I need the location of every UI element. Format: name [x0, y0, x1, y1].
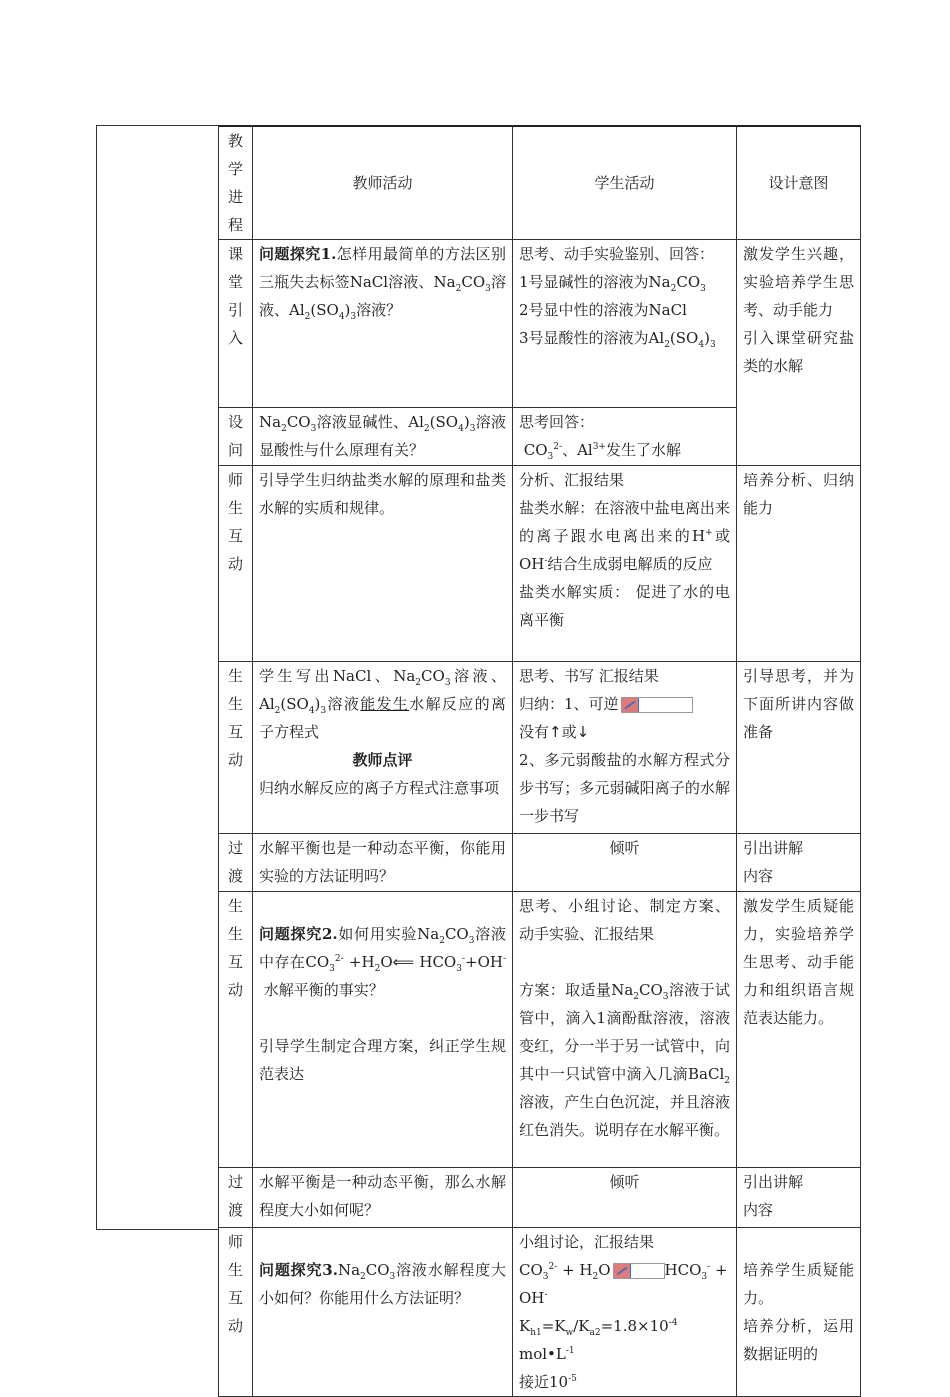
- header-student: 学生活动: [513, 126, 737, 240]
- header-teacher: 教师活动: [253, 126, 513, 240]
- design-cell: 引出讲解 内容: [737, 834, 861, 892]
- student-cell: 倾听: [513, 834, 737, 892]
- stage-cell: 生生互动: [219, 662, 253, 834]
- stage-cell: 设问: [219, 408, 253, 466]
- student-cell: 倾听: [513, 1168, 737, 1228]
- table-row: [219, 892, 861, 1168]
- teacher-cell: 问题探究2.如何用实验$Na_2CO_3$溶液中存在$CO_3^{2-}$ $+H_2O⟸$ $HCO_3^-+OH^-$ 水解平衡的事实？ 引导学生制定合理方案，纠正学生规范表达: [253, 892, 513, 1168]
- equilibrium-arrow-image: [613, 1263, 665, 1279]
- table-row: [219, 834, 861, 892]
- header-row: [219, 126, 861, 240]
- student-cell: 小组讨论，汇报结果 $CO_3^{2-} + H_2O$ $HCO_3^- + OH^-$ $K_{h1}=K_w/K_{a2}=1.8\times 10^{-4}$ $mol•L^{-1}$ 接近$10^{-5}$: [513, 1228, 737, 1397]
- teacher-cell: 水解平衡也是一种动态平衡，你能用实验的方法证明吗？: [253, 834, 513, 892]
- design-cell: 激发学生兴趣，实验培养学生思考、动手能力 引入课堂研究盐类的水解: [737, 240, 861, 466]
- stage-cell: 过渡: [219, 1168, 253, 1228]
- table-row: [219, 466, 861, 662]
- teacher-cell: 问题探究1.怎样用最简单的方法区别三瓶失去标签NaCl溶液、$Na_2CO_3$溶液、$Al_2(SO_4)_3$溶液？: [253, 240, 513, 408]
- design-cell: 培养分析、归纳能力: [737, 466, 861, 662]
- stage-cell: 师生互动: [219, 466, 253, 662]
- student-cell: 思考、书写 汇报结果 归纳：1、可逆 没有↑或↓ 2、多元弱酸盐的水解方程式分步书写；多元弱碱阳离子的水解一步书写: [513, 662, 737, 834]
- student-cell: 思考回答： $CO_3^{2-}$、$Al^{3+}$发生了水解: [513, 408, 737, 466]
- stage-cell: 师生互动: [219, 1228, 253, 1397]
- teacher-cell: 引导学生归纳盐类水解的原理和盐类水解的实质和规律。: [253, 466, 513, 662]
- design-cell: 激发学生质疑能力，实验培养学生思考、动手能力和组织语言规范表达能力。: [737, 892, 861, 1168]
- teacher-cell: 水解平衡是一种动态平衡，那么水解程度大小如何呢？: [253, 1168, 513, 1228]
- stage-cell: 过渡: [219, 834, 253, 892]
- design-cell: 引导思考，并为下面所讲内容做准备: [737, 662, 861, 834]
- teacher-cell: 学生写出NaCl、$Na_2CO_3$溶液、$Al_2(SO_4)_3$溶液能发生水解反应的离子方程式 教师点评 归纳水解反应的离子方程式注意事项: [253, 662, 513, 834]
- header-stage: 教学进程: [219, 126, 253, 240]
- left-margin-column: [96, 125, 218, 1230]
- teacher-text: 怎样用最简单的方法区别三瓶失去标签NaCl溶液、$Na_2CO_3$溶液、$Al_2(SO_4)_3$溶液？: [259, 245, 506, 322]
- teacher-cell: $Na_2CO_3$溶液显碱性、$Al_2(SO_4)_3$溶液显酸性与什么原理有关？: [253, 408, 513, 466]
- lesson-plan-table: [218, 125, 861, 1397]
- design-cell: 培养学生质疑能力。 培养分析，运用数据证明的: [737, 1228, 861, 1397]
- table-row: [219, 1228, 861, 1397]
- stage-cell: 生生互动: [219, 892, 253, 1168]
- table-row: [219, 240, 861, 408]
- header-design: 设计意图: [737, 126, 861, 240]
- design-cell: 引出讲解 内容: [737, 1168, 861, 1228]
- equilibrium-arrow-image: [621, 697, 693, 713]
- student-cell: 分析、汇报结果 盐类水解：在溶液中盐电离出来的离子跟水电离出来的H+或OH-结合生成弱电解质的反应 盐类水解实质： 促进了水的电离平衡: [513, 466, 737, 662]
- student-cell: 思考、小组讨论、制定方案、 动手实验、汇报结果 方案：取适量$Na_2CO_3$溶液于试管中，滴入1滴酚酞溶液，溶液变红，分一半于另一试管中，向其中一只试管中滴入几滴BaCl$_2$溶液，产生白色沉淀，并且溶液红色消失。说明存在水解平衡。: [513, 892, 737, 1168]
- student-cell: 思考、动手实验鉴别、回答： 1号显碱性的溶液为$Na_2CO_3$ 2号显中性的溶液为NaCl 3号显酸性的溶液为$Al_2(SO_4)_3$: [513, 240, 737, 408]
- teacher-cell: 问题探究$3.Na_2CO_3$溶液水解程度大小如何？你能用什么方法证明？: [253, 1228, 513, 1397]
- table-row: [219, 662, 861, 834]
- table-row: [219, 1168, 861, 1228]
- stage-cell: 课堂引入: [219, 240, 253, 408]
